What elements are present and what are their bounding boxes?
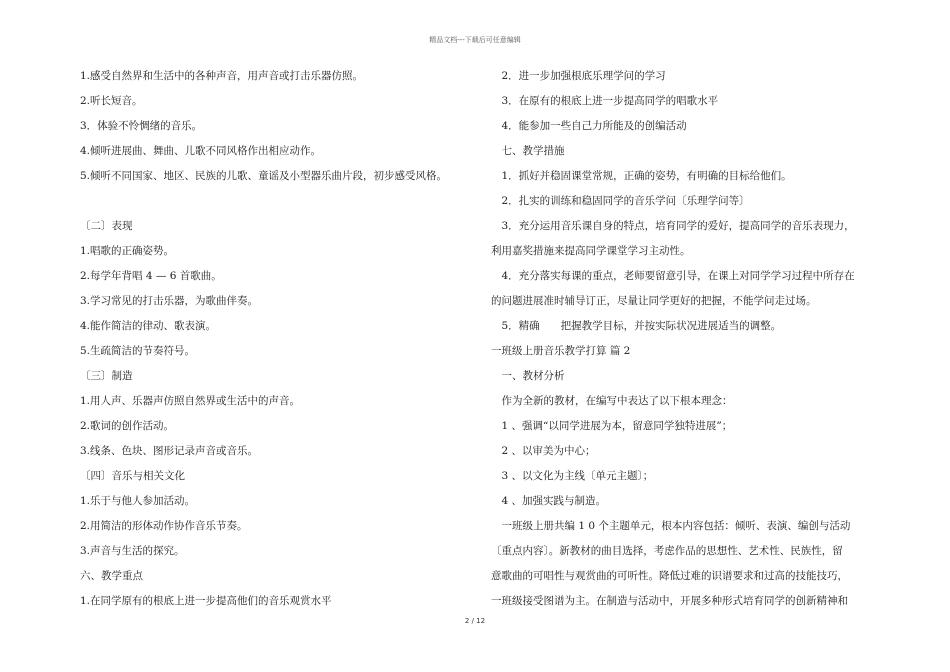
left-column	[80, 64, 475, 614]
text-line: 六、教学重点	[80, 570, 143, 582]
text-line: 3．体验不怜惆绪的音乐。	[80, 120, 203, 132]
page-number: 2 / 12	[464, 617, 486, 625]
text-line: 4．能参加一些自己力所能及的创编活动	[491, 120, 687, 132]
text-line: 2.用简洁的形体动作协作音乐节奏。	[80, 520, 248, 532]
blank-line	[80, 189, 475, 214]
text-line: 3．充分运用音乐课自身的特点，培育同学的爱好，提高同学的音乐表现力，	[491, 220, 855, 232]
text-line: 2．进一步加强根底乐理学问的学习	[491, 70, 666, 82]
text-line: 利用嘉奖措施来提高同学课堂学习主动性。	[491, 245, 691, 257]
text-line: 一班级上册音乐教学打算 篇 2	[491, 345, 631, 357]
text-line: 5.生疏简洁的节奏符号。	[80, 345, 196, 357]
text-line: 3．在原有的根底上进一步提高同学的唱歌水平	[491, 95, 719, 107]
text-line: 4.倾听进展曲、舞曲、儿歌不同风格作出相应动作。	[80, 145, 322, 157]
text-line: 1 、强调“以同学进展为本，留意同学独特进展”；	[491, 420, 733, 432]
text-line: 1.唱歌的正确姿势。	[80, 245, 175, 257]
text-line: 5.倾听不同国家、地区、民族的儿歌、童谣及小型器乐曲片段，初步感受风格。	[80, 170, 448, 182]
text-line: 〔二〕表现	[80, 220, 133, 232]
text-line: 作为全新的教材，在编写中表达了以下根本理念：	[491, 395, 733, 407]
text-line: 的问题进展准时辅导订正，尽量让同学更好的把握，不能学问走过场。	[491, 295, 817, 307]
text-line: 2.听长短音。	[80, 95, 143, 107]
text-line: 〔三〕制造	[80, 370, 133, 382]
text-line: 1.乐于与他人参加活动。	[80, 495, 196, 507]
page-header: 精品文档---下载后可任意编辑	[429, 36, 521, 44]
text-line: 4.能作简洁的律动、歌表演。	[80, 320, 217, 332]
text-line: 2．扎实的训练和稳固同学的音乐学问〔乐理学问等〕	[491, 195, 750, 207]
text-line: 4．充分落实每课的重点，老师要留意引导，在课上对同学学习过程中所存在	[491, 270, 855, 282]
right-column	[491, 64, 881, 614]
text-line: 意歌曲的可唱性与观赏曲的可听性。降低过难的识谱要求和过高的技能技巧，	[491, 570, 848, 582]
text-line: 1.用人声、乐器声仿照自然界或生活中的声音。	[80, 395, 301, 407]
text-line: 2 、以审美为中心；	[491, 445, 596, 457]
text-line: 一班级上册共编 1 0 个主题单元，根本内容包括：倾听、表演、编创与活动	[491, 520, 851, 532]
text-line: 3.学习常见的打击乐器，为歌曲伴奏。	[80, 295, 259, 307]
text-line: 一、教材分析	[491, 370, 565, 382]
text-line: 1.在同学原有的根底上进一步提高他们的音乐观赏水平	[80, 595, 332, 607]
text-line: 4 、加强实践与制造。	[491, 495, 607, 507]
text-line: 3 、以文化为主线〔单元主题〕；	[491, 470, 654, 482]
text-line: 1.感受自然界和生活中的各种声音，用声音或打击乐器仿照。	[80, 70, 364, 82]
text-line: 2.歌词的创作活动。	[80, 420, 175, 432]
text-line: 3.声音与生活的探究。	[80, 545, 185, 557]
text-line: 〔四〕音乐与相关文化	[80, 470, 185, 482]
text-line: 2.每学年背唱 4 — 6 首歌曲。	[80, 270, 222, 282]
text-line: 〔重点内容〕。新教材的曲目选择，考虑作品的思想性、艺术性、民族性，留	[491, 545, 843, 557]
text-line: 一班级接受图谱为主。在制造与活动中，开展多种形式培育同学的创新精神和	[491, 595, 848, 607]
text-line: 3.线条、色块、图形记录声音或音乐。	[80, 445, 259, 457]
text-line: 5．精确 把握教学目标，并按实际状况进展适当的调整。	[491, 320, 782, 332]
text-line: 1．抓好并稳固课堂常规，正确的姿势，有明确的目标给他们。	[491, 170, 792, 182]
text-line: 七、教学措施	[491, 145, 565, 157]
